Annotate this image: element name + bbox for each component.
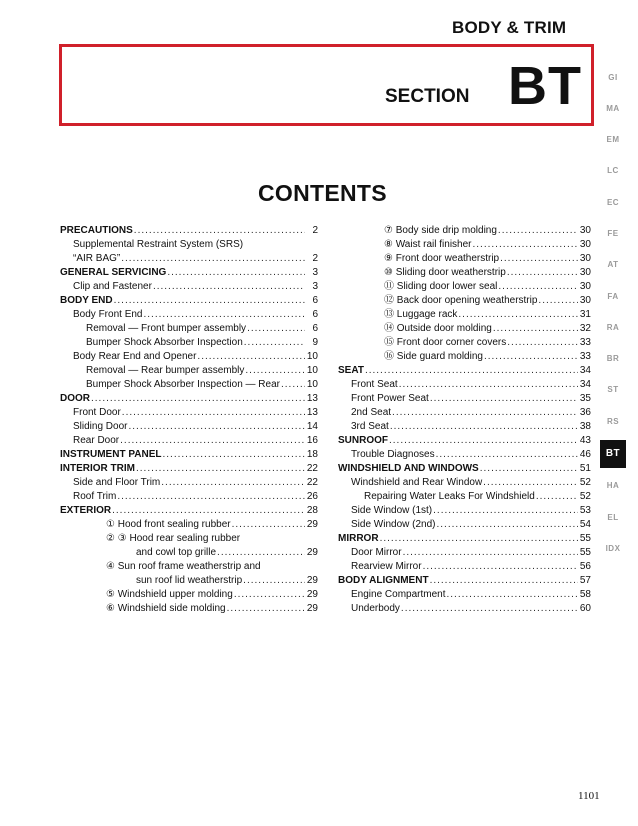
toc-entry-text: ⑯ Side guard molding <box>384 351 483 362</box>
toc-entry <box>338 518 591 532</box>
dot-leader <box>390 420 578 434</box>
toc-entry-page: 51 <box>579 463 591 474</box>
toc-entry-text: BODY END <box>60 295 113 306</box>
section-tab-fa[interactable]: FA <box>607 291 619 301</box>
toc-entry-page: 3 <box>312 267 318 278</box>
toc-entry-text: SEAT <box>338 365 364 376</box>
toc-entry-page: 29 <box>306 519 318 530</box>
toc-entry-text: ⑫ Back door opening weatherstrip <box>384 295 538 306</box>
dot-leader <box>436 518 578 532</box>
toc-entry <box>60 490 318 504</box>
toc-entry-text: ⑮ Front door corner covers <box>384 337 507 348</box>
toc-entry-text: 3rd Seat <box>351 421 389 432</box>
toc-entry-page: 13 <box>306 393 318 404</box>
toc-entry-page: 43 <box>579 435 591 446</box>
toc-entry-page: 22 <box>306 463 318 474</box>
toc-entry-text: Side and Floor Trim <box>73 477 161 488</box>
toc-entry-text: PRECAUTIONS <box>60 225 133 236</box>
toc-entry <box>338 364 591 378</box>
dot-leader <box>234 588 305 602</box>
toc-entry-text: ⑭ Outside door molding <box>384 323 492 334</box>
dot-leader <box>423 560 578 574</box>
section-tab-ha[interactable]: HA <box>606 481 620 491</box>
toc-entry <box>338 434 591 448</box>
toc-entry-text: Front Power Seat <box>351 393 429 404</box>
toc-entry-page: 58 <box>579 589 591 600</box>
toc-entry <box>338 406 591 420</box>
dot-leader <box>500 252 578 266</box>
toc-entry-text: Side Window (1st) <box>351 505 433 516</box>
toc-entry-page: 60 <box>579 603 591 614</box>
toc-entry <box>338 532 591 546</box>
toc-right-column <box>338 224 591 616</box>
toc-entry-page: 18 <box>306 449 318 460</box>
dot-leader <box>403 546 578 560</box>
dot-leader <box>507 266 578 280</box>
dot-leader <box>136 462 305 476</box>
toc-entry-text: ① Hood front sealing rubber <box>106 519 231 530</box>
toc-entry <box>338 308 591 322</box>
dot-leader <box>498 224 578 238</box>
dot-leader <box>447 588 579 602</box>
toc-entry-page: 57 <box>579 575 591 586</box>
toc-entry-page: 35 <box>579 393 591 404</box>
toc-entry-text: Trouble Diagnoses <box>351 449 435 460</box>
dot-leader <box>217 546 305 560</box>
toc-entry <box>60 308 318 322</box>
toc-entry <box>60 560 318 574</box>
toc-entry-text: EXTERIOR <box>60 505 112 516</box>
dot-leader <box>117 490 305 504</box>
toc-entry-page: 55 <box>579 547 591 558</box>
dot-leader <box>112 504 305 518</box>
section-label: SECTION <box>385 86 470 107</box>
dot-leader <box>483 476 578 490</box>
dot-leader <box>134 224 305 238</box>
toc-entry-page: 22 <box>306 477 318 488</box>
toc-entry-page: 33 <box>579 351 591 362</box>
section-tab-at[interactable]: AT <box>607 260 619 270</box>
toc-entry-text: ② ③ Hood rear sealing rubber <box>106 533 241 544</box>
toc-entry-text: INSTRUMENT PANEL <box>60 449 162 460</box>
toc-entry <box>60 252 318 266</box>
toc-entry-page: 56 <box>579 561 591 572</box>
toc-entry <box>60 238 318 252</box>
page-header-title: BODY & TRIM <box>452 18 567 37</box>
section-tab-bt[interactable]: BT <box>600 440 626 468</box>
toc-entry <box>338 294 591 308</box>
toc-entry-page: 53 <box>579 505 591 516</box>
toc-entry-text: MIRROR <box>338 533 379 544</box>
toc-entry-page: 32 <box>579 323 591 334</box>
dot-leader <box>243 574 305 588</box>
contents-title: CONTENTS <box>258 180 387 206</box>
toc-entry-page: 10 <box>306 379 318 390</box>
section-tab-idx[interactable]: IDX <box>605 543 621 553</box>
dot-leader <box>161 476 305 490</box>
dot-leader <box>538 294 578 308</box>
toc-entry-page: 30 <box>579 225 591 236</box>
dot-leader <box>399 378 578 392</box>
section-tab-ra[interactable]: RA <box>606 322 620 332</box>
toc-entry <box>60 350 318 364</box>
toc-entry <box>60 336 318 350</box>
dot-leader <box>493 322 578 336</box>
toc-entry-text: ⑥ Windshield side molding <box>106 603 226 614</box>
toc-entry-page: 54 <box>579 519 591 530</box>
toc-entry-text: Supplemental Restraint System (SRS) <box>73 239 244 250</box>
toc-entry-text: Engine Compartment <box>351 589 446 600</box>
toc-entry-text: WINDSHIELD AND WINDOWS <box>338 463 479 474</box>
dot-leader <box>114 294 305 308</box>
dot-leader <box>484 350 578 364</box>
dot-leader <box>247 322 305 336</box>
dot-leader <box>244 336 305 350</box>
toc-entry-page: 14 <box>306 421 318 432</box>
toc-entry <box>60 280 318 294</box>
toc-entry-text: sun roof lid weatherstrip <box>136 575 243 586</box>
toc-entry <box>338 350 591 364</box>
dot-leader <box>473 238 579 252</box>
dot-leader <box>430 392 578 406</box>
toc-entry-page: 28 <box>306 505 318 516</box>
toc-entry <box>60 406 318 420</box>
dot-leader <box>458 308 578 322</box>
toc-entry <box>60 448 318 462</box>
toc-entry-page: 29 <box>306 589 318 600</box>
dot-leader <box>365 364 578 378</box>
dot-leader <box>167 266 305 280</box>
toc-entry-text: ⑦ Body side drip molding <box>384 225 497 236</box>
toc-entry-text: Clip and Fastener <box>73 281 152 292</box>
toc-entry <box>338 490 591 504</box>
toc-entry-text: DOOR <box>60 393 90 404</box>
toc-entry <box>60 420 318 434</box>
toc-entry <box>60 392 318 406</box>
toc-entry-text: ⑧ Waist rail finisher <box>384 239 472 250</box>
toc-entry <box>338 462 591 476</box>
section-tab-el[interactable]: EL <box>607 512 619 522</box>
toc-entry-page: 29 <box>306 575 318 586</box>
toc-entry-text: Removal — Front bumper assembly <box>86 323 247 334</box>
toc-entry-page: 31 <box>579 309 591 320</box>
toc-entry-page: 3 <box>312 281 318 292</box>
toc-entry-page: 34 <box>579 379 591 390</box>
toc-entry-page: 6 <box>312 295 318 306</box>
toc-entry-page: 36 <box>579 407 591 418</box>
toc-entry <box>338 378 591 392</box>
toc-entry <box>60 588 318 602</box>
section-tab-ec[interactable]: EC <box>606 197 620 207</box>
section-tab-ma[interactable]: MA <box>606 103 620 113</box>
toc-entry-page: 30 <box>579 267 591 278</box>
toc-entry-text: SUNROOF <box>338 435 388 446</box>
section-tabs <box>602 64 624 567</box>
dot-leader <box>401 602 578 616</box>
toc-entry-text: Bumper Shock Absorber Inspection <box>86 337 243 348</box>
dot-leader <box>245 364 305 378</box>
toc-entry-page: 52 <box>579 477 591 488</box>
toc-entry-text: Repairing Water Leaks For Windshield <box>364 491 535 502</box>
dot-leader <box>128 420 305 434</box>
dot-leader <box>91 392 305 406</box>
toc-entry <box>60 518 318 532</box>
toc-entry-text: Underbody <box>351 603 400 614</box>
toc-entry <box>60 602 318 616</box>
toc-entry-page: 26 <box>306 491 318 502</box>
toc-entry <box>60 532 318 546</box>
toc-entry-page: 30 <box>579 239 591 250</box>
toc-entry-page: 55 <box>579 533 591 544</box>
section-tab-gi[interactable]: GI <box>608 72 618 82</box>
dot-leader <box>433 504 578 518</box>
toc-entry-page: 2 <box>312 253 318 264</box>
toc-entry-text: Sliding Door <box>73 421 128 432</box>
dot-leader <box>536 490 578 504</box>
toc-entry-page: 30 <box>579 253 591 264</box>
toc-entry <box>60 546 318 560</box>
toc-entry-text: ⑤ Windshield upper molding <box>106 589 233 600</box>
toc-entry <box>338 322 591 336</box>
toc-entry-text: BODY ALIGNMENT <box>338 575 429 586</box>
dot-leader <box>392 406 578 420</box>
toc-entry-page: 29 <box>306 547 318 558</box>
section-tab-rs[interactable]: RS <box>606 416 620 426</box>
section-tab-fe[interactable]: FE <box>607 228 619 238</box>
dot-leader <box>227 602 305 616</box>
toc-entry-text: Removal — Rear bumper assembly <box>86 365 245 376</box>
dot-leader <box>436 448 578 462</box>
toc-entry-text: Front Door <box>73 407 121 418</box>
toc-entry-page: 6 <box>312 309 318 320</box>
dot-leader <box>122 406 305 420</box>
toc-entry-page: 30 <box>579 295 591 306</box>
toc-entry-page: 33 <box>579 337 591 348</box>
toc-entry <box>60 462 318 476</box>
toc-entry <box>338 574 591 588</box>
toc-entry-text: Body Rear End and Opener <box>73 351 197 362</box>
section-tab-st[interactable]: ST <box>607 385 619 395</box>
toc-entry <box>338 546 591 560</box>
toc-entry-text: Front Seat <box>351 379 398 390</box>
section-tab-lc[interactable]: LC <box>607 166 619 176</box>
toc-entry-page: 9 <box>312 337 318 348</box>
toc-entry-text: ⑪ Sliding door lower seal <box>384 281 498 292</box>
toc-entry <box>338 602 591 616</box>
toc-entry-text: ⑨ Front door weatherstrip <box>384 253 500 264</box>
toc-entry <box>338 420 591 434</box>
toc-entry <box>338 280 591 294</box>
toc-entry-page: 30 <box>579 281 591 292</box>
dot-leader <box>480 462 578 476</box>
toc-entry <box>60 574 318 588</box>
toc-entry <box>60 504 318 518</box>
toc-entry <box>338 448 591 462</box>
dot-leader <box>121 252 305 266</box>
toc-entry-text: Body Front End <box>73 309 143 320</box>
toc-entry-page: 46 <box>579 449 591 460</box>
toc-entry <box>338 504 591 518</box>
toc-entry-text: Door Mirror <box>351 547 402 558</box>
dot-leader <box>281 378 305 392</box>
section-tab-em[interactable]: EM <box>606 135 620 145</box>
toc-entry-page: 29 <box>306 603 318 614</box>
toc-entry-text: Rearview Mirror <box>351 561 422 572</box>
toc-entry <box>60 378 318 392</box>
toc-entry <box>338 224 591 238</box>
section-code: BT <box>508 56 582 116</box>
toc-entry <box>60 294 318 308</box>
toc-entry <box>338 392 591 406</box>
toc-entry <box>60 476 318 490</box>
toc-entry-page: 34 <box>579 365 591 376</box>
toc-entry <box>60 322 318 336</box>
toc-entry <box>338 252 591 266</box>
toc-entry-text: GENERAL SERVICING <box>60 267 167 278</box>
dot-leader <box>162 448 305 462</box>
toc-entry <box>338 336 591 350</box>
toc-left-column <box>60 224 318 616</box>
dot-leader <box>430 574 578 588</box>
dot-leader <box>498 280 578 294</box>
toc-entry <box>60 434 318 448</box>
toc-entry-text: ④ Sun roof frame weatherstrip and <box>106 561 261 572</box>
toc-entry-text: “AIR BAG” <box>73 253 121 264</box>
toc-entry <box>338 238 591 252</box>
dot-leader <box>197 350 305 364</box>
toc-entry-page: 10 <box>306 365 318 376</box>
dot-leader <box>389 434 578 448</box>
toc-entry <box>338 560 591 574</box>
toc-entry-text: Roof Trim <box>73 491 117 502</box>
toc-entry-page: 16 <box>306 435 318 446</box>
dot-leader <box>153 280 305 294</box>
toc-entry-page: 38 <box>579 421 591 432</box>
toc-entry-text: and cowl top grille <box>136 547 217 558</box>
toc-entry-text: Bumper Shock Absorber Inspection — Rear <box>86 379 280 390</box>
page-number: 1101 <box>578 790 600 802</box>
toc-entry <box>338 266 591 280</box>
toc-entry-page: 2 <box>312 225 318 236</box>
toc-entry <box>338 588 591 602</box>
toc-entry-page: 10 <box>306 351 318 362</box>
section-tab-br[interactable]: BR <box>606 354 620 364</box>
toc-entry-text: Windshield and Rear Window <box>351 477 483 488</box>
toc-entry-text: Side Window (2nd) <box>351 519 436 530</box>
toc-entry-text: ⑬ Luggage rack <box>384 309 458 320</box>
dot-leader <box>120 434 305 448</box>
toc-entry-text: 2nd Seat <box>351 407 392 418</box>
dot-leader <box>232 518 305 532</box>
toc-entry <box>60 266 318 280</box>
toc-entry-text: Rear Door <box>73 435 120 446</box>
toc-entry <box>338 476 591 490</box>
toc-entry-text: ⑩ Sliding door weatherstrip <box>384 267 506 278</box>
toc-entry-page: 6 <box>312 323 318 334</box>
dot-leader <box>380 532 578 546</box>
toc-entry <box>60 224 318 238</box>
toc-entry <box>60 364 318 378</box>
toc-entry-page: 52 <box>579 491 591 502</box>
dot-leader <box>143 308 305 322</box>
dot-leader <box>507 336 578 350</box>
toc-entry-text: INTERIOR TRIM <box>60 463 135 474</box>
toc-entry-page: 13 <box>306 407 318 418</box>
